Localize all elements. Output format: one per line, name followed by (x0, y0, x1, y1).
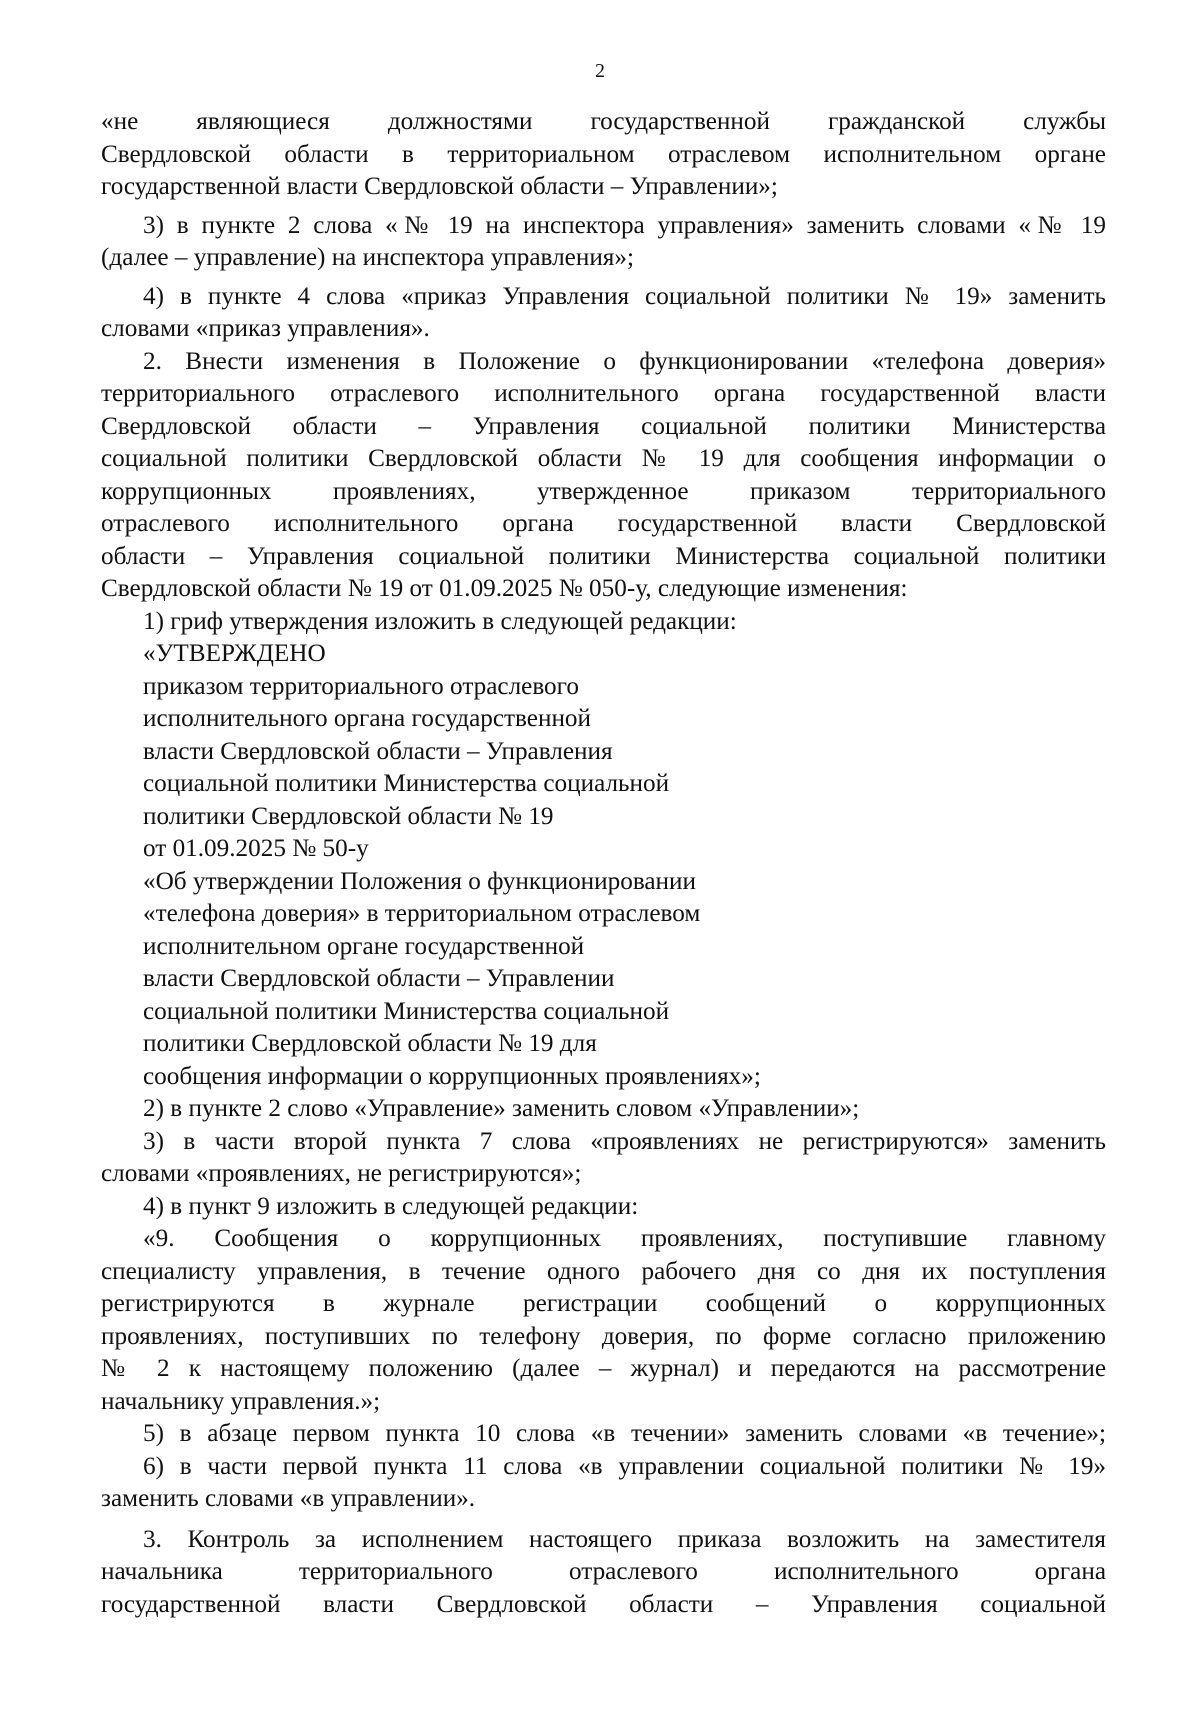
text-line: регистрируются в журнале регистрации сообщений о коррупционных (101, 1290, 1106, 1317)
grif-line: власти Свердловской области – Управления (143, 737, 613, 765)
document-body (101, 106, 1106, 1621)
text-line: (далее – управление) на инспектора управления»; (101, 244, 634, 271)
text-line: специалисту управления, в течение одного рабочего дня со дня их поступления (101, 1257, 1106, 1285)
grif-line: политики Свердловской области № 19 (143, 802, 554, 830)
text-line: 1) гриф утверждения изложить в следующей редакции: (143, 607, 737, 635)
text-line: Свердловской области – Управления социальной политики Министерства (101, 412, 1106, 440)
text-line: 2. Внести изменения в Положение о функционировании «телефона доверия» (143, 347, 1106, 375)
text-line: коррупционных проявлениях, утвержденное приказом территориального (101, 477, 1106, 505)
text-line: словами «приказ управления». (101, 315, 430, 342)
text-line: «9. Сообщения о коррупционных проявлениях, поступившие главному (143, 1225, 1106, 1252)
text-line: «не являющиеся должностями государственной гражданской службы (101, 108, 1106, 135)
text-line: 5) в абзаце первом пункта 10 слова «в течении» заменить словами «в течение»; (143, 1420, 1106, 1447)
text-line: государственной власти Свердловской области – Управлении»; (101, 173, 778, 200)
text-line: проявлениях, поступивших по телефону доверия, по форме согласно приложению (101, 1322, 1106, 1350)
text-line: Свердловской области № 19 от 01.09.2025 № 050-у, следующие изменения: (101, 575, 908, 602)
grif-line: исполнительного органа государственной (143, 705, 591, 732)
page-number: 2 (595, 60, 605, 82)
text-line: социальной политики Свердловской области № 19 для сообщения информации о (101, 445, 1106, 472)
text-line: 4) в пункт 9 изложить в следующей редакции: (143, 1192, 639, 1220)
text-line: 3. Контроль за исполнением настоящего приказа возложить на заместителя (143, 1525, 1106, 1553)
grif-line: социальной политики Министерства социальной (143, 770, 670, 797)
grif-line: политики Свердловской области № 19 для (143, 1030, 597, 1057)
text-line: 6) в части первой пункта 11 слова «в управлении социальной политики № 19» (143, 1452, 1106, 1480)
grif-line: сообщения информации о коррупционных проявлениях»; (143, 1062, 761, 1090)
grif-line: социальной политики Министерства социальной (143, 997, 670, 1025)
text-line: Свердловской области в территориальном отраслевом исполнительном органе (101, 140, 1106, 168)
text-line: 3) в части второй пункта 7 слова «проявлениях не регистрируются» заменить (143, 1127, 1106, 1155)
grif-line: исполнительном органе государственной (143, 932, 585, 960)
text-line: 2) в пункте 2 слово «Управление» заменить словом «Управлении»; (143, 1095, 860, 1122)
text-line: начальника территориального отраслевого исполнительного органа (101, 1558, 1106, 1585)
grif-line: приказом территориального отраслевого (143, 672, 579, 700)
text-line: словами «проявлениях, не регистрируются»; (101, 1160, 582, 1187)
grif-line: «Об утверждении Положения о функционировании (143, 867, 696, 895)
text-line: начальнику управления.»; (101, 1387, 381, 1415)
text-line: государственной власти Свердловской области – Управления социальной (101, 1590, 1106, 1618)
text-line: территориального отраслевого исполнительного органа государственной власти (101, 380, 1106, 407)
text-line: отраслевого исполнительного органа государственной власти Свердловской (101, 510, 1106, 537)
grif-line: «УТВЕРЖДЕНО (143, 640, 326, 667)
text-line: области – Управления социальной политики Министерства социальной политики (101, 542, 1106, 570)
grif-line: «телефона доверия» в территориальном отраслевом (143, 900, 701, 927)
grif-line: от 01.09.2025 № 50-у (143, 835, 369, 862)
text-line: № 2 к настоящему положению (далее – журнал) и передаются на рассмотрение (101, 1355, 1106, 1382)
approval-grif (101, 638, 1106, 1093)
text-line: 4) в пункте 4 слова «приказ Управления социальной политики № 19» заменить (143, 282, 1106, 310)
grif-line: власти Свердловской области – Управлении (143, 965, 615, 992)
text-line: заменить словами «в управлении». (101, 1485, 476, 1512)
text-line: 3) в пункте 2 слова «№ 19 на инспектора управления» заменить словами «№ 19 (143, 211, 1106, 239)
